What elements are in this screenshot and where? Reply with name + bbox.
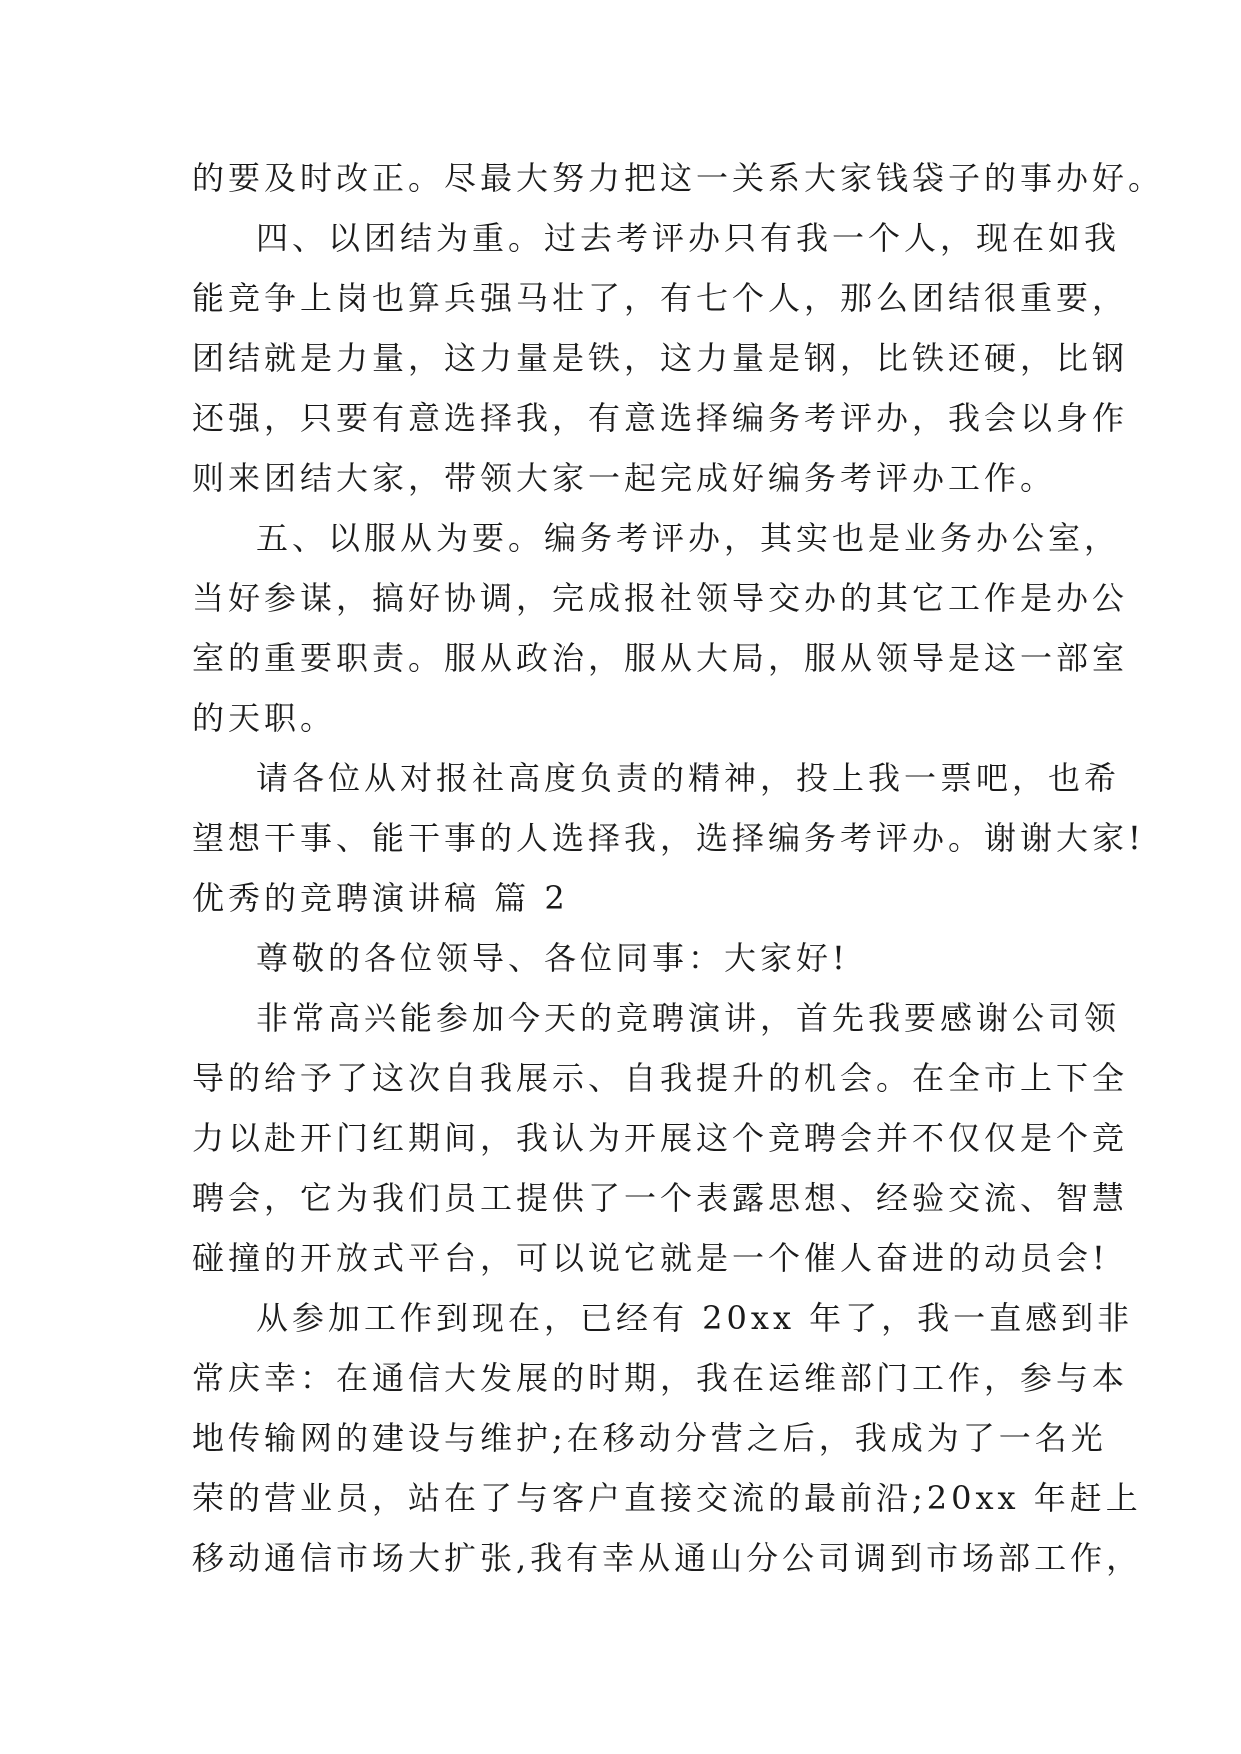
text-line: 荣的营业员，站在了与客户直接交流的最前沿;20xx 年赶上 bbox=[192, 1479, 1142, 1517]
text-line: 地传输网的建设与维护;在移动分营之后，我成为了一名光 bbox=[192, 1419, 1107, 1457]
text-line: 五、以服从为要。编务考评办，其实也是业务办公室， bbox=[256, 519, 1121, 557]
text-line: 四、以团结为重。过去考评办只有我一个人，现在如我 bbox=[256, 219, 1121, 257]
text-line: 还强，只要有意选择我，有意选择编务考评办，我会以身作 bbox=[192, 399, 1129, 437]
text-line: 的要及时改正。尽最大努力把这一关系大家钱袋子的事办好。 bbox=[192, 159, 1165, 197]
text-line: 常庆幸：在通信大发展的时期，我在运维部门工作，参与本 bbox=[192, 1359, 1129, 1397]
text-line: 力以赴开门红期间，我认为开展这个竞聘会并不仅仅是个竞 bbox=[192, 1119, 1129, 1157]
text-line: 移动通信市场大扩张,我有幸从通山分公司调到市场部工作， bbox=[192, 1539, 1143, 1577]
text-line: 能竞争上岗也算兵强马壮了，有七个人，那么团结很重要， bbox=[192, 279, 1129, 317]
text-line: 从参加工作到现在，已经有 20xx 年了，我一直感到非 bbox=[256, 1299, 1134, 1337]
text-line: 聘会，它为我们员工提供了一个表露思想、经验交流、智慧 bbox=[192, 1179, 1129, 1217]
text-line: 望想干事、能干事的人选择我，选择编务考评办。谢谢大家! bbox=[192, 819, 1145, 857]
text-line: 尊敬的各位领导、各位同事：大家好! bbox=[256, 939, 849, 977]
text-line: 当好参谋，搞好协调，完成报社领导交办的其它工作是办公 bbox=[192, 579, 1129, 617]
text-line: 碰撞的开放式平台，可以说它就是一个催人奋进的动员会! bbox=[192, 1239, 1109, 1277]
text-line: 室的重要职责。服从政治，服从大局，服从领导是这一部室 bbox=[192, 639, 1129, 677]
document-body bbox=[192, 148, 1165, 1588]
text-line: 团结就是力量，这力量是铁，这力量是钢，比铁还硬，比钢 bbox=[192, 339, 1129, 377]
text-line: 导的给予了这次自我展示、自我提升的机会。在全市上下全 bbox=[192, 1059, 1129, 1097]
text-line: 非常高兴能参加今天的竞聘演讲，首先我要感谢公司领 bbox=[256, 999, 1121, 1037]
text-line: 请各位从对报社高度负责的精神，投上我一票吧，也希 bbox=[256, 759, 1121, 797]
text-line: 则来团结大家，带领大家一起完成好编务考评办工作。 bbox=[192, 459, 1057, 497]
text-line: 的天职。 bbox=[192, 699, 337, 737]
section-heading: 优秀的竞聘演讲稿 篇 2 bbox=[192, 879, 569, 917]
